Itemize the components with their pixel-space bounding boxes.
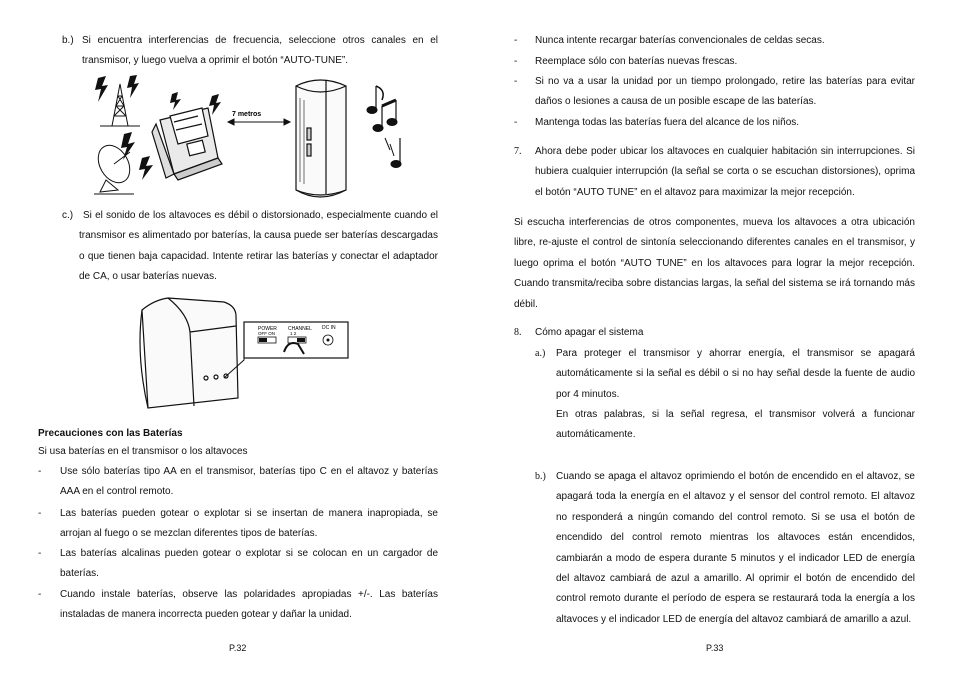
- control-panel-illustration: [128, 296, 352, 414]
- item-b-label: b.): [62, 35, 74, 46]
- item-b-text: [82, 31, 438, 72]
- speaker-illustration: [296, 80, 346, 197]
- page-number-left: P.32: [229, 643, 247, 653]
- item-8b-text: Cuando se apaga el altavoz oprimiendo el botón de encendido en el altavoz, se apagará toda la energía en el altavoz y el sensor del control remoto. El altavoz no responderá a ningún comando del control remoto. Si se usa el botón de encendido del control remoto mientras los altavoces están encendidos, cambiarán a modo de espera durante 5 minutos y el indicador LED de energía del altavoz cambiará de azul a amarillo. Al oprimir el botón de encendido del control remoto durante el período de espera se restaurará toda la energía a los altavoces y el indicador LED de energía del altavoz cambiará de amarillo a azul.: [556, 471, 915, 625]
- item-8a-text-2: En otras palabras, si la señal regresa, el transmisor volverá a funcionar automáticamente.: [556, 409, 915, 441]
- bullet-dash: -: [514, 76, 518, 87]
- precautions-intro: Si usa baterías en el transmisor o los altavoces: [38, 446, 248, 457]
- channel-numbers: 1 2: [290, 331, 297, 336]
- item-8a-text: Para proteger el transmisor y ahorrar energía, el transmisor se apagará automáticamente si la señal es débil o si no hay señal desde la fuente de audio por 4 minutos.: [556, 348, 915, 400]
- bullet-dash: -: [38, 548, 42, 559]
- right-bullet-4: Mantenga todas las baterías fuera del alcance de los niños.: [535, 117, 800, 128]
- dcin-label: DC IN: [322, 325, 336, 331]
- right-bullet-3: Si no va a usar la unidad por un tiempo prolongado, retire las baterías para evitar daños o lesiones a causa de un posible escape de las baterías.: [535, 76, 915, 108]
- item-8a-label: a.): [535, 348, 546, 359]
- item-c-label: c.): [62, 210, 74, 221]
- bullet-dash: -: [514, 117, 518, 128]
- precautions-title: Precauciones con las Baterías: [38, 428, 183, 439]
- transmitter-illustration: [152, 108, 222, 180]
- bullet-dash: -: [514, 56, 518, 67]
- item-7-number: 7.: [514, 146, 522, 157]
- item-8-title: Cómo apagar el sistema: [535, 327, 644, 338]
- distance-label: 7 metros: [232, 111, 262, 118]
- bullet-dash: -: [514, 35, 518, 46]
- interference-illustration: [90, 72, 420, 202]
- distance-arrow: [228, 119, 290, 125]
- page-number-right: P.33: [706, 643, 724, 653]
- item-c-paragraph: Si el sonido de los altavoces es débil o distorsionado, especialmente cuando el transmisor es alimentado por baterías, la causa puede ser baterías descargadas o que tienen baja capacidad. Intente retirar las baterías y conectar el adaptador de CA, o usar baterías nuevas.: [79, 210, 438, 283]
- item-b-paragraph: Si encuentra interferencias de frecuencia, seleccione otros canales en el transmisor, y luego vuelva a oprimir el botón “AUTO-TUNE”.: [82, 35, 438, 67]
- left-bullet-1: Use sólo baterías tipo AA en el transmisor, baterías tipo C en el altavoz y baterías AAA en el control remoto.: [60, 466, 438, 498]
- bullet-dash: -: [38, 466, 42, 477]
- bullet-dash: -: [38, 508, 42, 519]
- left-bullet-4: Cuando instale baterías, observe las polaridades apropiadas +/-. Las baterías instaladas de manera incorrecta pueden gotear y dañar la unidad.: [60, 589, 438, 621]
- left-bullet-2: Las baterías pueden gotear o explotar si se insertan de manera inapropiada, se arrojan al fuego o se mezclan diferentes tipos de baterías.: [60, 508, 438, 540]
- music-note-icon: [367, 86, 401, 168]
- item-8b-label: b.): [535, 471, 546, 482]
- right-bullet-1: Nunca intente recargar baterías convencionales de celdas secas.: [535, 35, 825, 46]
- interference-paragraph: Si escucha interferencias de otros componentes, mueva los altavoces a otra ubicación libre, re-ajuste el control de sintonía seleccionando diferentes canales en el transmisor, y luego oprima el botón “AUTO TUNE” en los altavoces para lograr la mejor recepción. Cuando transmita/reciba sobre distancias largas, la señal del sistema se irá tornando más débil.: [514, 217, 915, 310]
- channel-label: CHANNEL: [288, 326, 312, 332]
- off-on-label: OFF ON: [258, 331, 275, 336]
- right-bullet-2: Reemplace sólo con baterías nuevas frescas.: [535, 56, 738, 67]
- bullet-dash: -: [38, 589, 42, 600]
- power-label: POWER: [258, 326, 277, 332]
- item-7-text: Ahora debe poder ubicar los altavoces en cualquier habitación sin interrupciones. Si hubiera cualquier interrupción (la señal se corta o se escuchan distorsiones), oprima el botón “AUTO TUNE” en el altavoz para maximizar la mejor recepción.: [535, 146, 915, 198]
- left-bullet-3: Las baterías alcalinas pueden gotear o explotar si se colocan en un cargador de baterías.: [60, 548, 438, 580]
- item-c-text: [79, 206, 438, 288]
- item-8-number: 8.: [514, 327, 522, 338]
